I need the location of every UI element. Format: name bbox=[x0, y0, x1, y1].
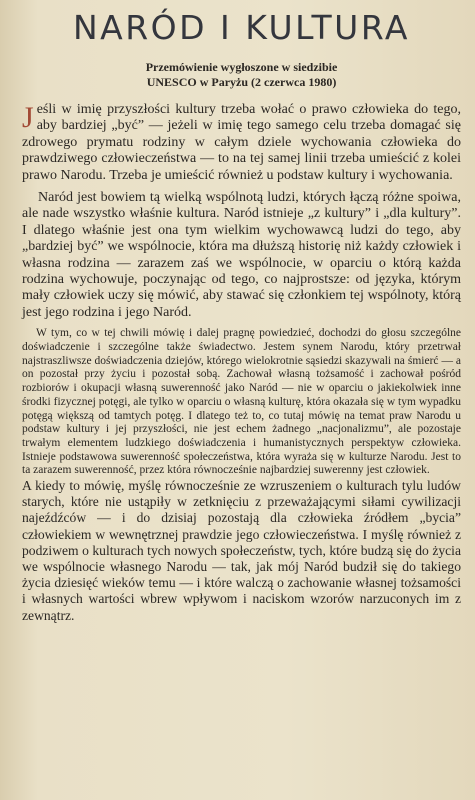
paragraph-2-text: Naród jest bowiem tą wielką wspólnotą ludzi, których łączą różne spoiwa, ale nade wszystko właśnie kultura. Naród istnieje „z kultury” i „dla kultury”. I dlatego właśnie jest ona tym wielkim wychowawcą ludzi do tego, aby „bardziej być” we wspólnocie, która ma dłuższą historię niż każdy człowiek i własna rodzina — zarazem zaś we wspólnocie, w oparciu o którą każda rodzina wychowuje, poczynając od tego, co najprostsze: od języka, którym mały człowiek uczy się mówić, aby stawać się członkiem tej wspólnoty, którą jest jego rodzina i jego Naród. bbox=[22, 190, 461, 320]
paragraph-2 bbox=[22, 190, 461, 321]
article-subtitle bbox=[22, 60, 461, 90]
paragraph-1-text: eśli w imię przyszłości kultury trzeba wołać o prawo człowieka do tego, aby bardziej „być” — jeżeli w imię tego samego celu trzeba domagać się zdrowego prymatu rodziny w całym dziele wychowania człowieka do prawdziwego człowieczeństwa — to na tej samej linii trzeba umieścić z kolei prawo Narodu. Trzeba je umieścić również u podstaw kultury i wychowania. bbox=[22, 102, 461, 183]
subtitle-line-1: Przemówienie wygłoszone w siedzibie bbox=[145, 60, 338, 74]
paragraph-4 bbox=[22, 478, 461, 624]
subtitle-line-2: UNESCO w Paryżu (2 czerwca 1980) bbox=[146, 75, 337, 89]
article-body bbox=[22, 102, 461, 624]
paragraph-1 bbox=[22, 102, 461, 184]
paragraph-4-text: A kiedy to mówię, myślę równocześnie ze wzruszeniem o kulturach tylu ludów starych, które nie ustąpiły w zetknięciu z przeważającymi siłami cywilizacji najeźdźców — i do dzisiaj pozostają dla człowieka źródłem „bycia” człowiekiem w wewnętrznej prawdzie jego człowieczeństwa. I myślę również z podziwem o kulturach tych nowych społeczeństw, tych, które budzą się do życia we wspólnocie własnego Narodu — tak, jak mój Naród budził się do takiego życia dziesięć wieków temu — i które walczą o zachowanie własnej tożsamości i własnych wartości wbrew wpływom i naciskom wzorów narzuconych im z zewnątrz. bbox=[22, 478, 461, 623]
paragraph-3-text: W tym, co w tej chwili mówię i dalej pragnę powiedzieć, dochodzi do głosu szczególne doświadczenie i szczególne także świadectwo. Jestem synem Narodu, który przetrwał najstraszliwsze doświadczenia dziejów, którego wielokrotnie sąsiedzi skazywali na śmierć — a on pozostał przy życiu i pozostał sobą. Zachował własną tożsamość i zachował pośród rozbiorów i okupacji własną suwerenność jako Naród — nie w oparciu o jakiekolwiek inne środki fizycznej potęgi, ale tylko w oparciu o własną kulturę, która okazała się w tym wypadku potęgą większą od tamtych potęg. I dlatego też to, co tutaj mówię na temat praw Narodu u podstaw kultury i jej przyszłości, nie jest echem żadnego „nacjonalizmu”, ale pozostaje trwałym elementem ludzkiego doświadczenia i humanistycznych perspektyw człowieka. Istnieje podstawowa suwerenność społeczeństwa, która wyraża się w kulturze Narodu. Jest to ta zarazem suwerenność, przez która równocześnie najbardziej suwerenny jest człowiek. bbox=[22, 327, 461, 477]
drop-cap: J bbox=[22, 101, 34, 134]
article-title: NARÓD I KULTURA bbox=[72, 8, 410, 47]
paragraph-3 bbox=[22, 327, 461, 478]
